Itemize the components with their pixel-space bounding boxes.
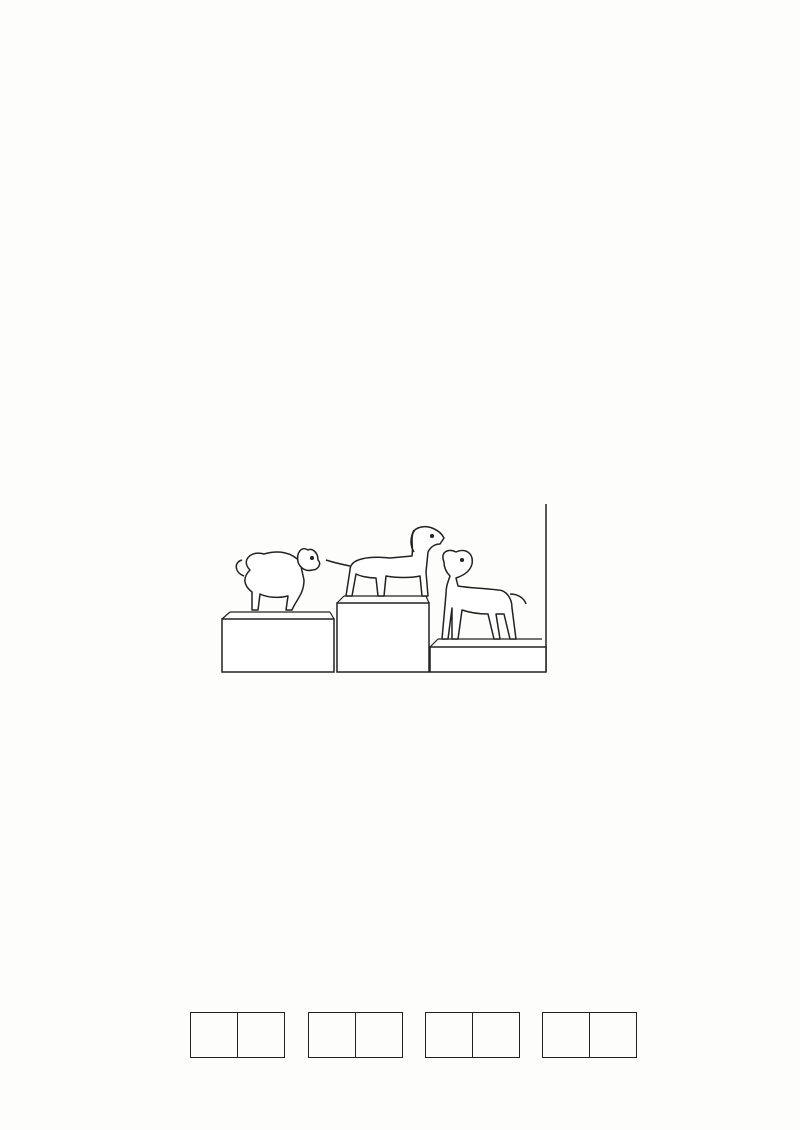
box-2-right: [355, 1013, 402, 1057]
number-box-4: [542, 1012, 637, 1058]
number-box-1: [190, 1012, 285, 1058]
box-2-left: [309, 1013, 355, 1057]
number-box-2: [308, 1012, 403, 1058]
box-1-left: [191, 1013, 237, 1057]
number-box-3: [425, 1012, 520, 1058]
box-3-right: [472, 1013, 519, 1057]
dog-2-icon: [326, 527, 444, 596]
box-4-answer[interactable]: [589, 1013, 636, 1057]
clock-face-1: [208, 298, 312, 402]
clock-face-3: [502, 298, 606, 402]
dog-height-figure: [200, 490, 620, 690]
dog-3-icon: [442, 550, 526, 639]
box-1-right: [237, 1013, 284, 1057]
box-3-left: [426, 1013, 472, 1057]
clock-face-2: [356, 298, 460, 402]
box-4-left: [543, 1013, 589, 1057]
dog-1-icon: [236, 549, 319, 610]
